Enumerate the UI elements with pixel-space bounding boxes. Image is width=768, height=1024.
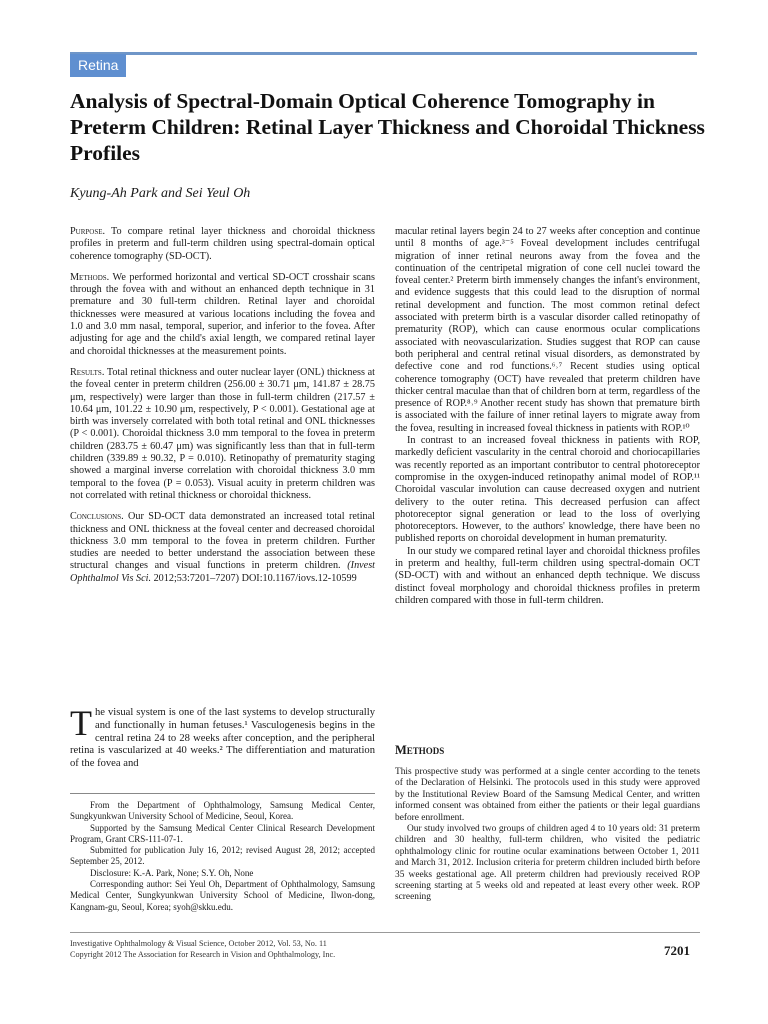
- methods-heading: Methods: [395, 743, 445, 757]
- intro-paragraph: [70, 703, 375, 771]
- footer-rule: [70, 932, 700, 933]
- abstract-methods: [70, 272, 375, 358]
- abstract-purpose: [70, 226, 375, 263]
- methods-para-1: This prospective study was performed at a single center according to the tenets of the Declaration of Helsinki. The protocols used in this study were approved by the Institutional Review Board of the Samsung Medical Center, and written informed consent was obtained from either the patients or their legal guardians before enrollment.: [395, 767, 700, 823]
- authors: Kyung-Ah Park and Sei Yeul Oh: [70, 186, 251, 201]
- methods-text: We performed horizontal and vertical SD-OCT crosshair scans through the fovea with and without an enhanced depth technique in 31 premature and 30 full-term children. Retinal layer and choroidal thicknesses were measured at various locations including the fovea and 1.0 and 3.0 mm nasal, temporal, superior, and inferior to the fovea. After adjusting for age and the child's axial length, we compared retinal layer and choroidal thicknesses at the measurement points.: [70, 271, 375, 357]
- results-label: Results.: [70, 366, 105, 378]
- section-tag: Retina: [70, 54, 126, 77]
- footnote-dates: Submitted for publication July 16, 2012; revised August 28, 2012; accepted September 25, 2012.: [70, 845, 375, 867]
- methods-para-2: Our study involved two groups of children aged 4 to 10 years old: 31 preterm children and 30 healthy, full-term children, who visited the pediatric ophthalmology clinic for routine ocular examinations between October 1, 2011 and March 31, 2012. Inclusion criteria for preterm children included birth before 35 weeks gestational age. All preterm children had previously received ROP screening starting at 5 weeks old and repeated at least every other week. ROP screening: [395, 824, 700, 903]
- abstract-conclusions: [70, 511, 375, 585]
- citation-journal: (Invest Ophthalmol Vis Sci.: [70, 560, 375, 584]
- conclusions-text: Our SD-OCT data demonstrated an increased total retinal thickness and ONL thickness at the foveal center and decreased choroidal thickness 3.0 mm temporal to the fovea in preterm children. Further studies are needed to better understand the association between these structural changes and visual functions in preterm children.: [70, 511, 375, 572]
- footnote-affiliation: From the Department of Ophthalmology, Samsung Medical Center, Sungkyunkwan University School of Medicine, Seoul, Korea.: [70, 800, 375, 822]
- footnote-disclosure: Disclosure: K.-A. Park, None; S.Y. Oh, None: [90, 867, 254, 878]
- footnotes: [70, 800, 375, 913]
- footnote-corresponding: Corresponding author: Sei Yeul Oh, Department of Ophthalmology, Samsung Medical Center, Sungkyunkwan University School of Medicine, Ilwon-dong, Kangnam-gu, Seoul, Korea; syoh@skku.edu.: [70, 879, 375, 912]
- section-rule: [70, 52, 697, 55]
- footer: [70, 938, 335, 960]
- footer-copyright: Copyright 2012 The Association for Research in Vision and Ophthalmology, Inc.: [70, 950, 336, 959]
- abstract-results: [70, 367, 375, 502]
- page-number: 7201: [664, 943, 690, 958]
- intro-para-1: macular retinal layers begin 24 to 27 weeks after conception and continue until 8 months of age.³⁻⁵ Foveal development includes centrifugal migration of inner retinal neurons away from the fovea and the continuation of the centripetal migration of cone cell nuclei toward the foveal center.² Preterm birth immensely changes the infant's environment, and evidence suggests that this could lead to the disruption of normal retinal development and function. The most common retinal defect associated with preterm birth is a vascular disorder called retinopathy of prematurity (ROP), which can cause enormous ocular complications associated with neovascularization. Studies suggest that ROP can cause both peripheral and central retinal visual disorders, as demonstrated by defective cone and rod functions.⁶˒⁷ Recent studies using optical coherence tomography (OCT) have revealed that preterm children have thicker central maculae than that of children born at term, regardless of the presence of ROP.⁸˒⁹ Another recent study has shown that premature birth is associated with the failure of inner retinal layers to migrate away from the fovea, resulting in increased foveal thickness in patients with ROP.¹⁰: [395, 226, 700, 434]
- results-text: Total retinal thickness and outer nuclear layer (ONL) thickness at the foveal center in preterm children (256.00 ± 30.71 μm, 141.87 ± 28.75 μm, respectively) were larger than those in full-term children (217.57 ± 10.64 μm, 101.22 ± 10.90 μm, respectively, P < 0.001). Gestational age at birth was inversely correlated with both total retinal and ONL thicknesses (P < 0.001). Choroidal thickness 3.0 mm temporal to the fovea in preterm children (283.75 ± 60.47 μm) was significantly less than that in full-term children (339.89 ± 90.32, P = 0.010). Retinopathy of prematurity staging showed a marginal inverse correlation with choroidal thickness 3.0 mm temporal to the fovea (P = 0.053). Visual acuity in preterm children was not correlated with retinal thickness or choroidal thickness.: [70, 366, 375, 501]
- drop-cap: T: [70, 703, 92, 743]
- abstract: [70, 226, 375, 594]
- methods-label: Methods.: [70, 271, 110, 283]
- conclusions-label: Conclusions.: [70, 511, 124, 523]
- purpose-text: To compare retinal layer thickness and choroidal thickness profiles in preterm and full-term children using spectral-domain optical coherence tomography (SD-OCT).: [70, 226, 375, 262]
- footer-journal: Investigative Ophthalmology & Visual Science, October 2012, Vol. 53, No. 11: [70, 939, 327, 948]
- methods-section: [395, 767, 700, 904]
- intro-para-2: In contrast to an increased foveal thickness in patients with ROP, markedly deficient vascularity in the central choroid and choriocapillaries was recently reported as an important contributor to central photoreceptor compromise in the oxygen-induced retinopathy animal model of ROP.¹¹ Choroidal vascular involution can cause decreased oxygen and nutrient delivery to the outer retina. This decreased perfusion can affect photoreceptor signal generation or lead to the loss of overlying photoreceptors. However, to the authors' knowledge, there have been no published reports on choroidal development in human prematurity.: [395, 435, 700, 545]
- article-title: Analysis of Spectral-Domain Optical Coherence Tomography in Preterm Children: Retinal Layer Thickness and Choroidal Thickness Profiles: [70, 89, 705, 165]
- intro-para-3: In our study we compared retinal layer and choroidal thickness profiles in preterm and healthy, full-term children using spectral-domain OCT (SD-OCT) with and without an enhanced depth technique. We discuss distinct foveal morphology and choroidal thickness profiles in preterm children compared with those in full-term children.: [395, 545, 700, 606]
- citation-rest: 2012;53:7201–7207) DOI:10.1167/iovs.12-10599: [151, 572, 357, 584]
- footnote-support: Supported by the Samsung Medical Center Clinical Research Development Program, Grant CRS-111-07-1.: [70, 822, 375, 844]
- footnote-rule: [70, 793, 375, 794]
- purpose-label: Purpose.: [70, 226, 106, 237]
- intro-text: he visual system is one of the last systems to develop structurally and functionally in human fetuses.¹ Vasculogenesis begins in the central retina 24 to 28 weeks after conception, and the peripheral retina is vascularized at 40 weeks.² The differentiation and maturation of the fovea and: [70, 707, 375, 770]
- intro-continued: [395, 226, 700, 607]
